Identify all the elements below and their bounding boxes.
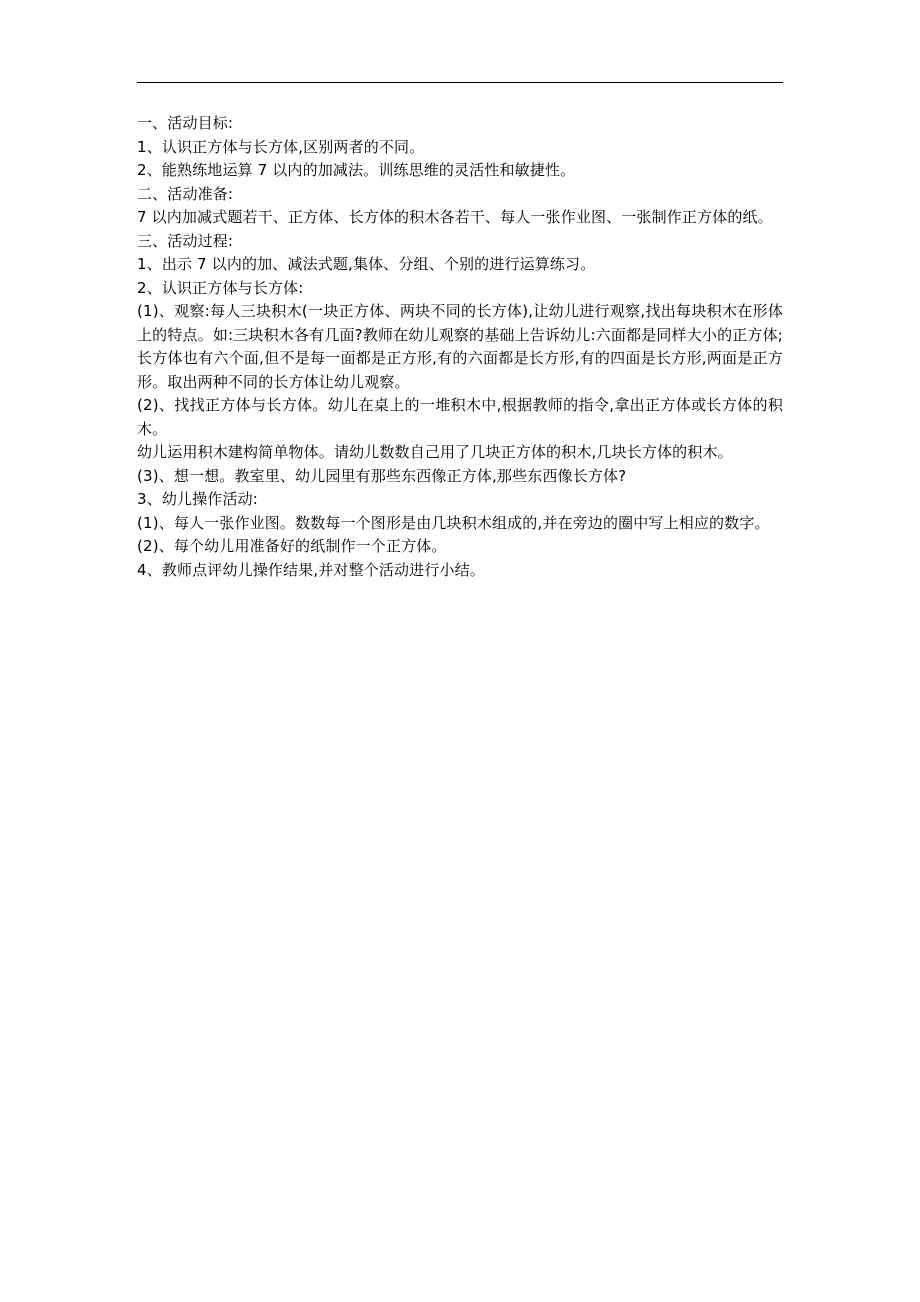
process-substep-observe: (1)、观察:每人三块积木(一块正方体、两块不同的长方体),让幼儿进行观察,找出每块积木在形体上的特点。如:三块积木各有几面?教师在幼儿观察的基础上告诉幼儿:六面都是同样大小的正方体;长方体也有六个面,但不是每一面都是正方形,有的六面都是长方形,有的四面是长方形,两面是正方形。取出两种不同的长方体让幼儿观察。: [137, 302, 783, 391]
process-step-4: 4、教师点评幼儿操作结果,并对整个活动进行小结。: [137, 560, 485, 579]
process-step-2: 2、认识正方体与长方体:: [137, 278, 304, 297]
document-body: [137, 112, 783, 582]
process-substep-find: (2)、找找正方体与长方体。幼儿在桌上的一堆积木中,根据教师的指令,拿出正方体或长方体的积木。: [137, 396, 783, 438]
process-step-1: 1、出示 7 以内的加、减法式题,集体、分组、个别的进行运算练习。: [137, 255, 596, 273]
section-heading-process: 三、活动过程:: [137, 231, 234, 250]
section-heading-goals: 一、活动目标:: [137, 114, 234, 132]
process-substep-make-cube: (2)、每个幼儿用准备好的纸制作一个正方体。: [137, 537, 447, 555]
goal-item-1: 1、认识正方体与长方体,区别两者的不同。: [137, 137, 425, 156]
header-rule: [137, 82, 783, 83]
process-substep-think: (3)、想一想。教室里、幼儿园里有那些东西像正方体,那些东西像长方体?: [137, 466, 627, 485]
process-substep-worksheet: (1)、每人一张作业图。数数每一个图形是由几块积木组成的,并在旁边的圈中写上相应的数字。: [137, 513, 770, 532]
process-step-3: 3、幼儿操作活动:: [137, 490, 258, 508]
preparation-text: 7 以内加减式题若干、正方体、长方体的积木各若干、每人一张作业图、一张制作正方体的纸。: [137, 208, 773, 226]
process-build-text: 幼儿运用积木建构简单物体。请幼儿数数自己用了几块正方体的积木,几块长方体的积木。: [137, 443, 733, 461]
section-heading-preparation: 二、活动准备:: [137, 184, 234, 203]
goal-item-2: 2、能熟练地运算 7 以内的加减法。训练思维的灵活性和敏捷性。: [137, 161, 576, 179]
